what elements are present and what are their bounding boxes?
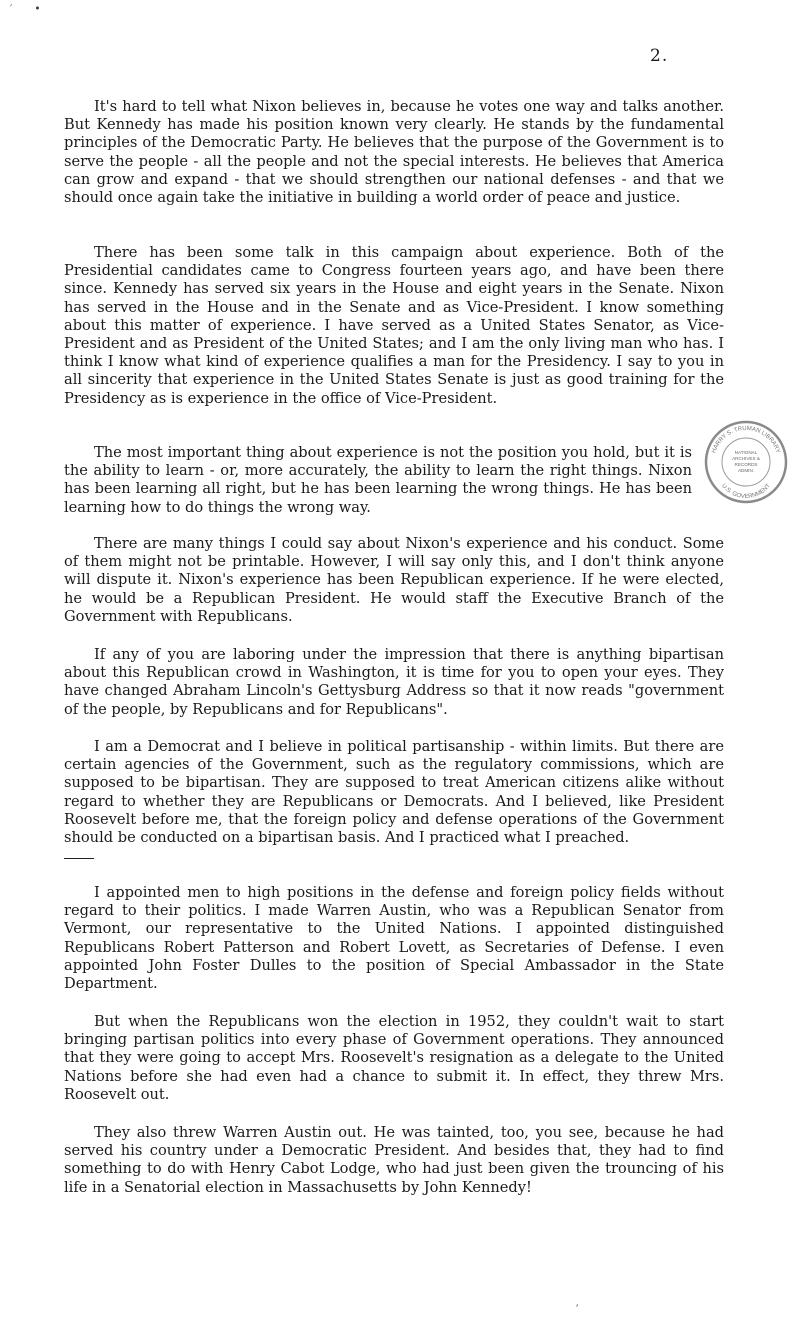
stamp-line-1: NATIONAL [734, 450, 758, 455]
stamp-line-3: RECORDS [734, 462, 758, 467]
stamp-outer-text: HARRY S. TRUMAN LIBRARY [711, 425, 781, 454]
stamp-line-2: ARCHIVES & [732, 456, 760, 461]
paragraph-1: It's hard to tell what Nixon believes in, because he votes one way and talks another. But Kennedy has made his position known very clearly. He stands by the fundamental principles of the Democratic Party. He believes that the purpose of the Government is to serve the people - all the people and not the special interests. He believes that America can grow and expand - that we should strengthen our national defenses - and that we should once again take the initiative in building a world order of peace and justice. [64, 98, 724, 207]
paragraph-4: There are many things I could say about Nixon's experience and his conduct. Some of them might not be printable. However, I will say only this, and I don't think anyone will dispute it. Nixon's experience has been Republican experience. If he were elected, he would be a Republican President. He would staff the Executive Branch of the Government with Republicans. [64, 535, 724, 625]
paragraph-9: They also threw Warren Austin out. He was tainted, too, you see, because he had served his country under a Democratic President. And besides that, they had to find something to do with Henry Cabot Lodge, who had just been given the trouncing of his life in a Senatorial election in Massachusetts by John Kennedy! [64, 1124, 724, 1196]
paragraph-2: There has been some talk in this campaign about experience. Both of the Presidential candidates came to Congress fourteen years ago, and have been there since. Kennedy has served six years in the House and eight years in the Senate. Nixon has served in the House and in the Senate and as Vice-President. I know something about this matter of experience. I have served as a United States Senator, as Vice-President and as President of the United States; and I am the only living man who has. I think I know what kind of experience qualifies a man for the Presidency. I say to you in all sincerity that experience in the United States Senate is just as good training for the Presidency as is experience in the office of Vice-President. [64, 244, 724, 407]
paragraph-5: If any of you are laboring under the impression that there is anything bipartisan about this Republican crowd in Washington, it is time for you to open your eyes. They have changed Abraham Lincoln's Gettysburg Address so that it now reads "government of the people, by Republicans and for Republicans". [64, 646, 724, 718]
paragraph-3: The most important thing about experience is not the position you hold, but it is the ability to learn - or, more accurately, the ability to learn the right things. Nixon has been learning all right, but he has been learning the wrong things. He has been learning how to do things the wrong way. [64, 444, 692, 516]
paragraph-6: I am a Democrat and I believe in political partisanship - within limits. But there are certain agencies of the Government, such as the regulatory commissions, which are supposed to be bipartisan. They are supposed to treat American citizens alike without regard to whether they are Republicans or Democrats. And I believed, like President Roosevelt before me, that the foreign policy and defense operations of the Government should be conducted on a bipartisan basis. And I practiced what I preached. [64, 738, 724, 847]
page-number: 2. [650, 46, 669, 66]
archives-stamp-icon [704, 420, 788, 504]
stamp-bottom-text: U.S. GOVERNMENT [720, 483, 772, 501]
handwritten-underline [64, 858, 94, 859]
scan-speck: ⸴ [576, 1299, 579, 1310]
paragraph-7: I appointed men to high positions in the defense and foreign policy fields without regard to their politics. I made Warren Austin, who was a Republican Senator from Vermont, our representative to the United Nations. I appointed distinguished Republicans Robert Patterson and Robert Lovett, as Secretaries of Defense. I even appointed John Foster Dulles to the position of Special Ambassador in the State Department. [64, 884, 724, 993]
scan-marks: ′ • [10, 4, 41, 15]
paragraph-8: But when the Republicans won the election in 1952, they couldn't wait to start bringing partisan politics into every phase of Government operations. They announced that they were going to accept Mrs. Roosevelt's resignation as a delegate to the United Nations before she had even had a chance to submit it. In effect, they threw Mrs. Roosevelt out. [64, 1013, 724, 1103]
stamp-line-4: ADMIN. [737, 468, 755, 473]
